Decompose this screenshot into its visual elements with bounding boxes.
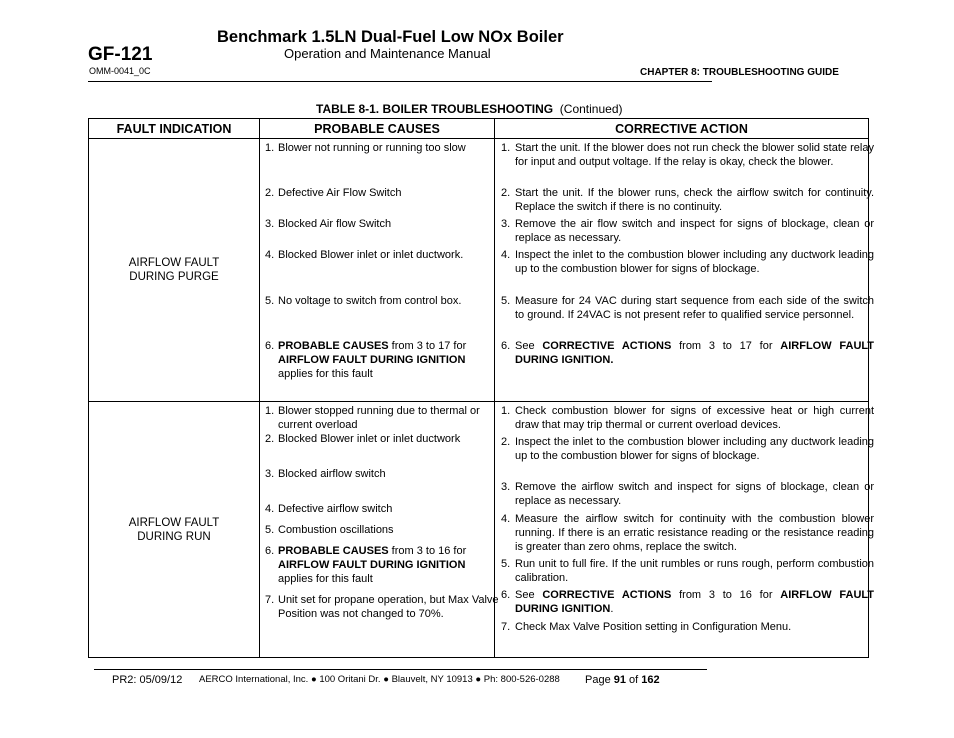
action-item: 5. Measure for 24 VAC during start sequence from each side of the switch to ground. If 24VAC is not present refer to qualified service personnel. <box>501 295 874 321</box>
action-item: 1. Check combustion blower for signs of excessive heat or high current draw that may trip thermal or current overload devices. <box>501 405 874 431</box>
cause-item: 2. Blocked Blower inlet or inlet ductwork <box>265 433 461 445</box>
revision-date: PR2: 05/09/12 <box>112 674 183 686</box>
document-number: OMM-0041_0C <box>89 66 151 76</box>
action-item: 7. Check Max Valve Position setting in Configuration Menu. <box>501 621 792 633</box>
cause-item: 6. PROBABLE CAUSES from 3 to 16 for AIRFLOW FAULT DURING IGNITION applies for this fault <box>265 545 467 585</box>
table-row <box>89 402 869 658</box>
table-row <box>89 139 869 402</box>
probable-causes-cell <box>260 139 495 402</box>
table-caption <box>316 102 623 116</box>
action-item: 3. Remove the air flow switch and inspect for signs of blockage, clean or replace as necessary. <box>501 218 874 244</box>
action-item: 1. Start the unit. If the blower does not run check the blower solid state relay for input and output voltage. If the relay is okay, check the blower. <box>501 142 874 168</box>
cause-item: 1. Blower not running or running too slow <box>265 142 466 154</box>
document-id: GF-121 <box>88 44 153 65</box>
chapter-heading: CHAPTER 8: TROUBLESHOOTING GUIDE <box>640 67 839 78</box>
cause-item: 7. Unit set for propane operation, but Max Valve Position was not changed to 70%. <box>265 594 499 620</box>
action-item: 4. Measure the airflow switch for continuity with the combustion blower running. If there is an erratic resistance reading or the resistance reading is greater than zero ohms, replace the switch. <box>501 513 874 553</box>
document-title: Benchmark 1.5LN Dual-Fuel Low NOx Boiler <box>217 28 564 46</box>
fault-label-line2: DURING PURGE <box>129 271 219 283</box>
fault-indication-cell <box>89 139 260 402</box>
page-number: Page 91 of 162 <box>585 674 660 686</box>
header-probable-causes: PROBABLE CAUSES <box>260 119 495 139</box>
cause-item: 5. Combustion oscillations <box>265 524 394 536</box>
document-subtitle: Operation and Maintenance Manual <box>284 46 491 61</box>
action-item: 6. See CORRECTIVE ACTIONS from 3 to 17 for AIRFLOW FAULT DURING IGNITION. <box>501 340 875 366</box>
header-corrective-action: CORRECTIVE ACTION <box>495 119 869 139</box>
action-item: 2. Start the unit. If the blower runs, check the airflow switch for continuity. Replace the switch if there is no continuity. <box>501 187 874 213</box>
probable-causes-cell <box>260 402 499 658</box>
fault-indication-cell <box>89 402 260 658</box>
footer-divider <box>94 669 707 670</box>
action-item: 5. Run unit to full fire. If the unit rumbles or runs rough, perform combustion calibration. <box>501 558 874 584</box>
table-caption-title: TABLE 8-1. BOILER TROUBLESHOOTING <box>316 102 554 116</box>
cause-item: 1. Blower stopped running due to thermal or current overload <box>265 405 480 431</box>
action-item: 4. Inspect the inlet to the combustion blower including any ductwork leading up to the combustion blower for signs of blockage. <box>501 249 874 275</box>
header-fault-indication: FAULT INDICATION <box>89 119 260 139</box>
header-divider <box>88 81 712 82</box>
cause-item: 3. Blocked Air flow Switch <box>265 218 392 230</box>
cause-item: 5. No voltage to switch from control box. <box>265 295 462 307</box>
fault-label-line1: AIRFLOW FAULT <box>128 516 220 529</box>
fault-label-line1: AIRFLOW FAULT <box>128 257 220 269</box>
corrective-action-cell <box>495 139 875 402</box>
cause-item: 2. Defective Air Flow Switch <box>265 187 402 199</box>
cause-item: 3. Blocked airflow switch <box>265 468 386 480</box>
company-address: AERCO International, Inc. ● 100 Oritani Dr. ● Blauvelt, NY 10913 ● Ph: 800-526-0288 <box>199 674 560 685</box>
troubleshooting-table <box>88 118 875 658</box>
action-item: 3. Remove the airflow switch and inspect for signs of blockage, clean or replace as necessary. <box>501 481 874 507</box>
cause-item: 4. Defective airflow switch <box>265 503 393 515</box>
cause-item: 6. PROBABLE CAUSES from 3 to 17 for AIRFLOW FAULT DURING IGNITION applies for this fault <box>265 340 467 380</box>
cause-item: 4. Blocked Blower inlet or inlet ductwork. <box>265 249 464 261</box>
action-item: 2. Inspect the inlet to the combustion blower including any ductwork leading up to the combustion blower for signs of blockage. <box>501 436 874 462</box>
fault-label-line2: DURING RUN <box>137 530 211 543</box>
table-header-row <box>89 119 869 139</box>
action-item: 6. See CORRECTIVE ACTIONS from 3 to 16 for AIRFLOW FAULT DURING IGNITION. <box>501 589 875 615</box>
corrective-action-cell <box>495 402 875 658</box>
table-caption-note: (Continued) <box>559 102 623 116</box>
